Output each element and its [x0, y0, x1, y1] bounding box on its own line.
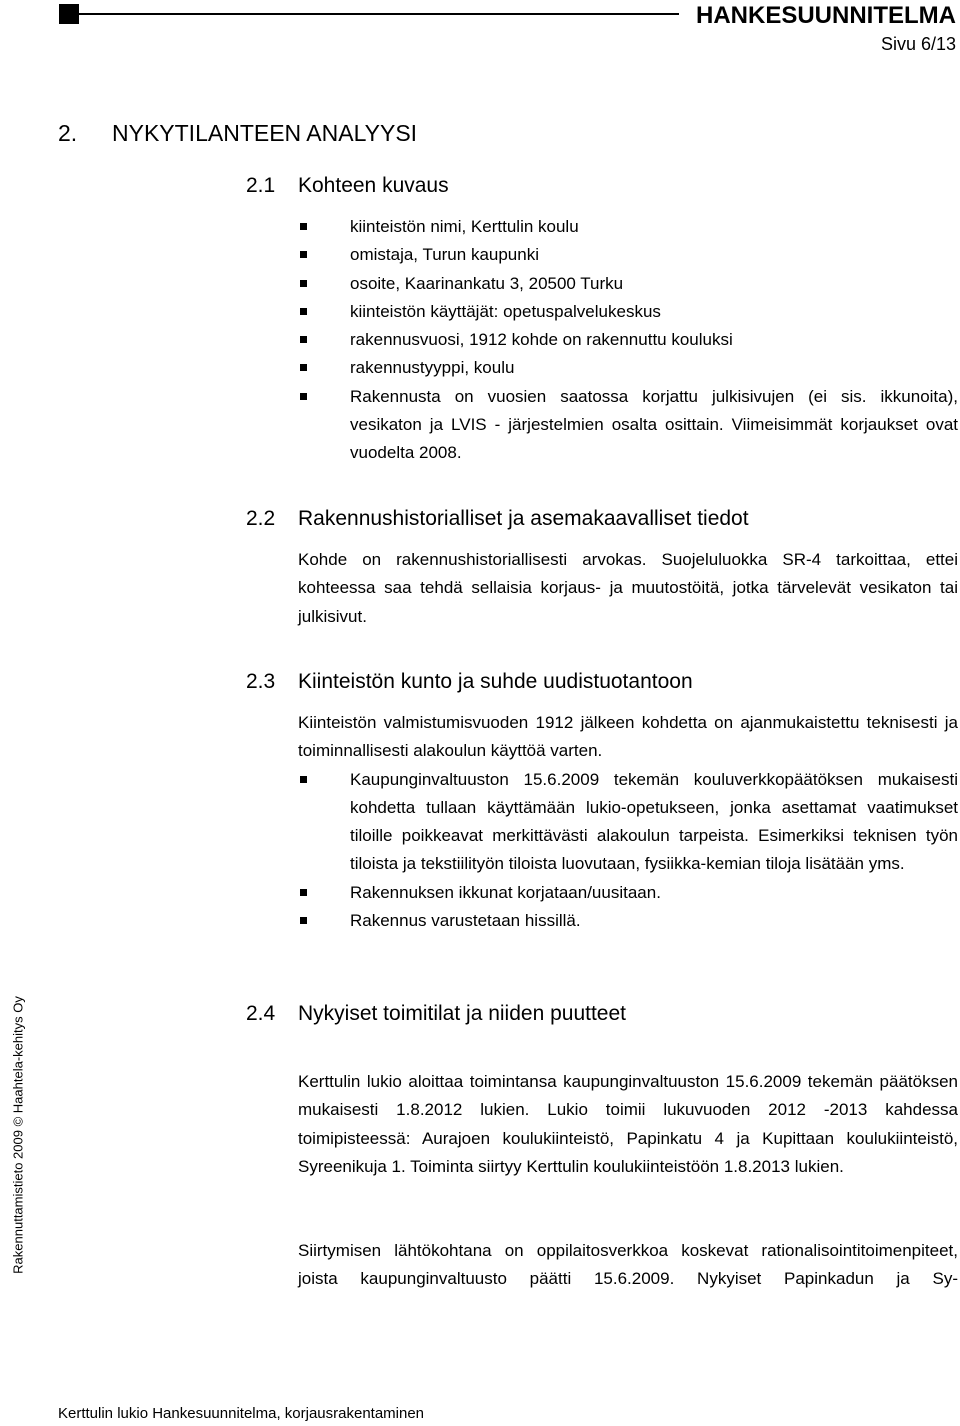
section-2-4-paragraph-2: Siirtymisen lähtökohtana on oppilaitosverkkoa koskevat rationalisointitoimenpiteet, joista kaupunginvaltuusto päätti 15.6.2009. Nykyiset Papinkadun ja Sy- — [298, 1241, 958, 1289]
section-2-1-content — [298, 213, 958, 468]
section-heading-2-2 — [246, 507, 749, 531]
section-title: Kiinteistön kunto ja suhde uudistuotantoon — [298, 670, 693, 693]
section-2-3-paragraph: Kiinteistön valmistumisvuoden 1912 jälkeen kohdetta on ajanmukaistettu teknisesti ja toiminnallisesti alakoulun käyttöä varten. — [298, 713, 958, 761]
section-heading-2-3 — [246, 670, 693, 694]
page-number: Sivu 6/13 — [880, 34, 956, 54]
footer-text: Kerttulin lukio Hankesuunnitelma, korjausrakentaminen — [58, 1405, 425, 1422]
list-item: osoite, Kaarinankatu 3, 20500 Turku — [298, 270, 958, 298]
section-title: Kohteen kuvaus — [298, 174, 449, 197]
section-title: Rakennushistorialliset ja asemakaavalliset tiedot — [298, 507, 749, 530]
document-title: HANKESUUNNITELMA — [696, 2, 956, 29]
section-number: 2.3 — [246, 670, 276, 693]
section-number: 2.1 — [246, 174, 276, 197]
list-item: kiinteistön käyttäjät: opetuspalvelukeskus — [298, 298, 958, 326]
list-item: Rakennus varustetaan hissillä. — [298, 907, 958, 935]
chapter-title: NYKYTILANTEEN ANALYYSI — [112, 120, 418, 146]
list-item: Rakennusta on vuosien saatossa korjattu julkisivujen (ei sis. ikkunoita), vesikaton ja LVIS - järjestelmien osalta osittain. Viimeisimmät korjaukset ovat vuodelta 2008. — [298, 383, 958, 468]
section-number: 2.2 — [246, 507, 276, 530]
change-list — [298, 766, 958, 936]
list-item: Rakennuksen ikkunat korjataan/uusitaan. — [298, 879, 958, 907]
section-heading-2-1 — [246, 174, 449, 198]
list-item: omistaja, Turun kaupunki — [298, 241, 958, 269]
header-rule — [79, 13, 679, 15]
chapter-heading — [58, 120, 417, 147]
header-square — [59, 4, 79, 24]
section-2-2-paragraph: Kohde on rakennushistoriallisesti arvokas. Suojeluluokka SR-4 tarkoittaa, ettei kohteessa saa tehdä sellaisia korjaus- ja muutostöitä, jotka tärvelevät vesikaton tai julkisivut. — [298, 550, 958, 626]
copyright-side-text: Rakennuttamistieto 2009 © Haahtela-kehitys Oy — [10, 996, 26, 1274]
chapter-number: 2. — [58, 120, 78, 146]
list-item: Kaupunginvaltuuston 15.6.2009 tekemän kouluverkkopäätöksen mukaisesti kohdetta tullaan käyttämään lukio-opetukseen, jonka asettamat vaatimukset tiloille poikkeavat merkittävästi alakoulun tarpeista. Esimerkiksi teknisen työn tiloista ja tekstiilityön tiloista luovutaan, fysiikka-kemian tiloja lisätään yms. — [298, 766, 958, 879]
section-title: Nykyiset toimitilat ja niiden puutteet — [298, 1002, 626, 1025]
section-number: 2.4 — [246, 1002, 276, 1025]
list-item: kiinteistön nimi, Kerttulin koulu — [298, 213, 958, 241]
list-item: rakennusvuosi, 1912 kohde on rakennuttu kouluksi — [298, 326, 958, 354]
section-2-4-paragraph-1: Kerttulin lukio aloittaa toimintansa kaupunginvaltuuston 15.6.2009 tekemän päätöksen mukaisesti 1.8.2012 lukien. Lukio toimii lukuvuoden 2012 -2013 kahdessa toimipisteessä: Aurajoen koulukiinteistö, Papinkatu 4 ja Kupittaan koulukiinteistö, Syreenikuja 1. Toiminta siirtyy Kerttulin koulukiinteistöön 1.8.2013 lukien. — [298, 1072, 958, 1176]
list-item: rakennustyyppi, koulu — [298, 354, 958, 382]
section-2-3-content — [298, 709, 958, 935]
property-list — [298, 213, 958, 468]
section-heading-2-4 — [246, 1002, 626, 1026]
